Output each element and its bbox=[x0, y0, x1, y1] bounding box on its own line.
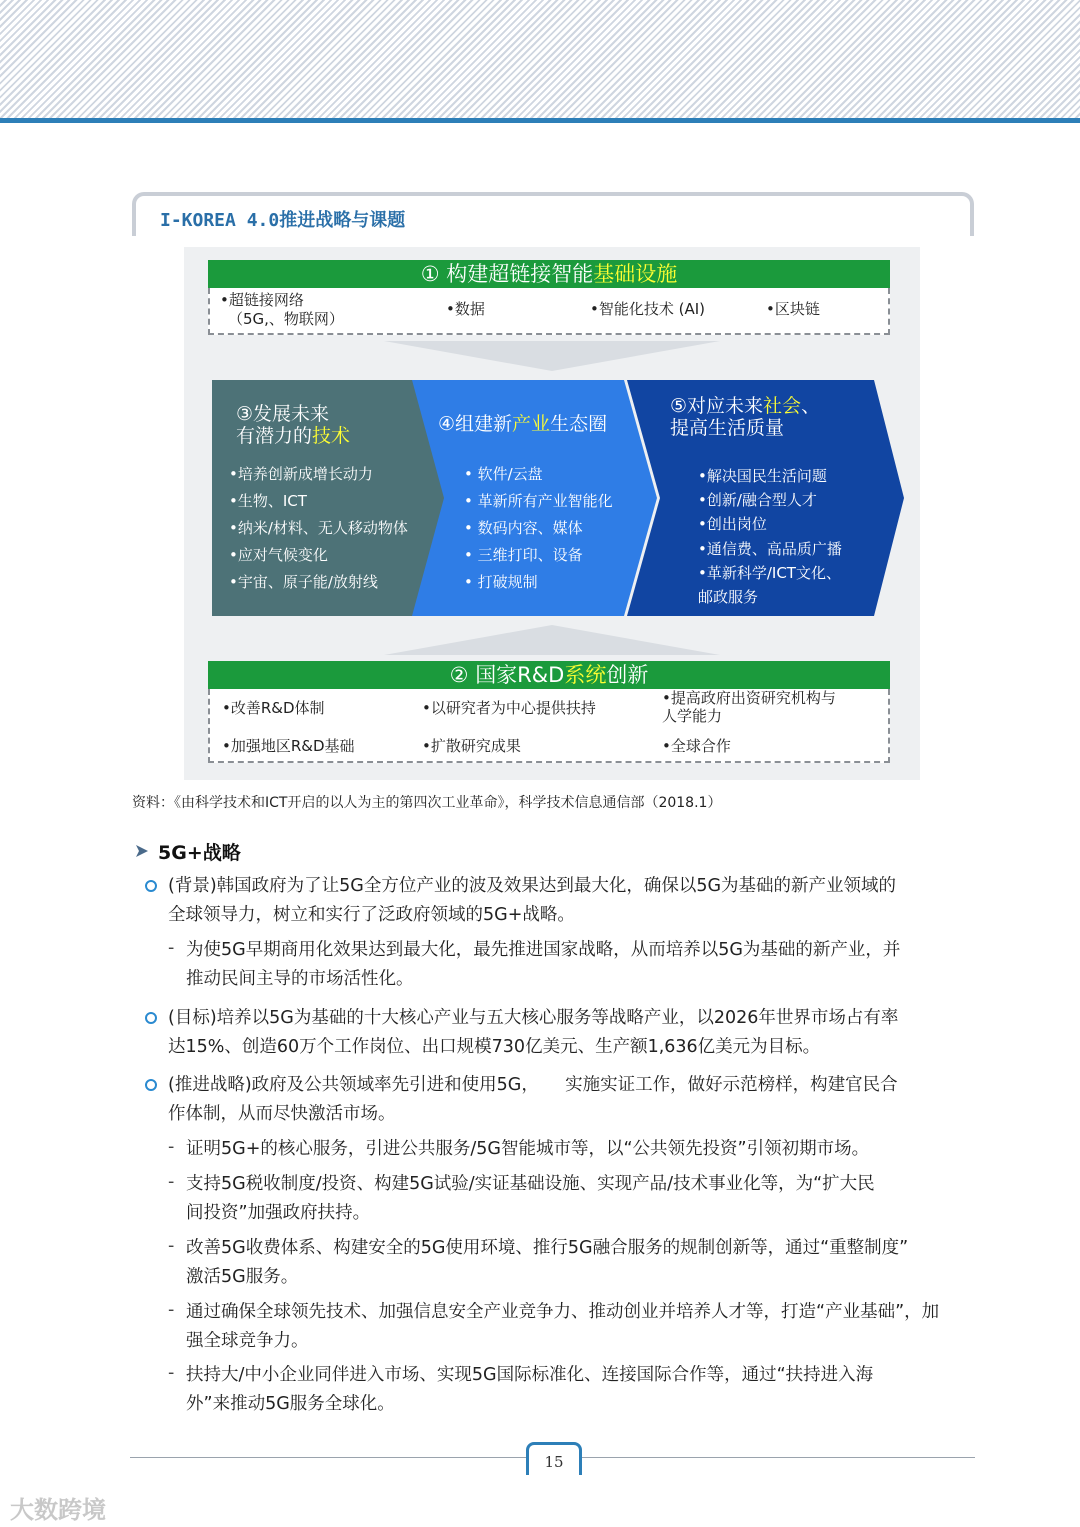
chevron4-item: • 打破规制 bbox=[464, 573, 538, 591]
paragraph-line: 为使5G早期商用化效果达到最大化，最先推进国家战略，从而培养以5G为基础的新产业，并 bbox=[186, 940, 901, 960]
page-number: 15 bbox=[526, 1442, 582, 1475]
paragraph-sub bbox=[186, 936, 976, 994]
chevron5-title-text: 、 bbox=[801, 395, 821, 417]
paragraph-background bbox=[168, 872, 978, 930]
chevron5-item: 邮政服务 bbox=[698, 588, 759, 606]
paragraph-line: 通过确保全球领先技术、加强信息安全产业竞争力、推动创业并培养人才等，打造“产业基础”，加 bbox=[186, 1302, 940, 1322]
paragraph-line: 强全球竞争力。 bbox=[186, 1331, 309, 1351]
heading-arrow-icon bbox=[134, 843, 150, 859]
dash-marker: - bbox=[168, 1172, 175, 1192]
section-title: I-KOREA 4.0推进战略与课题 bbox=[160, 210, 406, 231]
paragraph-line: 推动民间主导的市场活性化。 bbox=[186, 969, 414, 989]
bullet-icon bbox=[145, 1079, 157, 1091]
chevron4-item: • 革新所有产业智能化 bbox=[464, 492, 613, 510]
chevron4-title-text: ④组建新 bbox=[438, 413, 513, 435]
paragraph-line: 改善5G收费体系、构建安全的5G使用环境、推行5G融合服务的规制创新等，通过“重整制度” bbox=[186, 1238, 909, 1258]
chevron5-item: •解决国民生活问题 bbox=[698, 467, 827, 485]
bottom-bar bbox=[208, 661, 890, 689]
chevron4-title-highlight: 产业 bbox=[512, 413, 551, 435]
bottom-item: •提高政府出资研究机构与 bbox=[662, 689, 836, 707]
header-pattern bbox=[0, 0, 1080, 118]
top-item: •智能化技术 (AI) bbox=[590, 300, 706, 318]
bottom-item: •改善R&D体制 bbox=[222, 699, 325, 717]
dash-marker: - bbox=[168, 1300, 175, 1320]
chevron5-title-text: ⑤对应未来 bbox=[670, 395, 764, 417]
paragraph-line: 激活5G服务。 bbox=[186, 1267, 299, 1287]
chevron5-title-line1 bbox=[670, 395, 820, 417]
chevron3-item: •宇宙、原子能/放射线 bbox=[229, 573, 378, 591]
top-item: •超链接网络 bbox=[220, 291, 304, 309]
chevron3-title-text: 有潜力的 bbox=[236, 425, 313, 447]
paragraph-line: 间投资”加强政府扶持。 bbox=[186, 1203, 371, 1223]
top-items-box bbox=[208, 288, 890, 335]
bottom-item: •扩散研究成果 bbox=[422, 737, 521, 755]
paragraph-line: 全球领导力，树立和实行了泛政府领域的5G+战略。 bbox=[168, 905, 575, 925]
chevron5-title-highlight: 社会 bbox=[763, 395, 802, 417]
paragraph-line: 作体制，从而尽快激活市场。 bbox=[168, 1104, 396, 1124]
top-item: •区块链 bbox=[766, 300, 820, 318]
bottom-items-box bbox=[208, 689, 890, 763]
header-divider bbox=[0, 118, 1080, 123]
chevron3-item: •纳米/材料、无人移动物体 bbox=[229, 519, 408, 537]
chevron3-item: •应对气候变化 bbox=[229, 546, 328, 564]
chevron5-item: •创新/融合型人才 bbox=[698, 491, 817, 509]
paragraph-sub bbox=[186, 1135, 976, 1164]
chevron3-title-highlight: 技术 bbox=[312, 425, 351, 447]
bullet-icon bbox=[145, 1012, 157, 1024]
chevron3-title-line2 bbox=[236, 425, 350, 447]
chevron4-item: • 软件/云盘 bbox=[464, 465, 543, 483]
paragraph-sub bbox=[186, 1234, 976, 1292]
paragraph-line: (推进战略)政府及公共领域率先引进和使用5G， 实施实证工作，做好示范榜样，构建官民合 bbox=[168, 1075, 898, 1095]
bottom-bar-num: ② bbox=[449, 663, 469, 687]
chevron5-title-line2: 提高生活质量 bbox=[670, 417, 785, 439]
chevron5-item: •革新科学/ICT文化、 bbox=[698, 564, 841, 582]
paragraph-line: 支持5G税收制度/投资、构建5G试验/实证基础设施、实现产品/技术事业化等，为“扩大民 bbox=[186, 1174, 875, 1194]
bottom-item: •以研究者为中心提供扶持 bbox=[422, 699, 596, 717]
bottom-bar-text: 国家R&D bbox=[475, 663, 565, 687]
dash-marker: - bbox=[168, 1137, 175, 1157]
section-heading: 5G+战略 bbox=[158, 842, 241, 864]
connector-arrow-top bbox=[384, 339, 720, 373]
chevron4-title bbox=[438, 413, 607, 435]
top-bar bbox=[208, 260, 890, 288]
paragraph-line: (背景)韩国政府为了让5G全方位产业的波及效果达到最大化，确保以5G为基础的新产业领域的 bbox=[168, 876, 897, 896]
chevron5-item: •创出岗位 bbox=[698, 515, 767, 533]
chevron4-item: • 三维打印、设备 bbox=[464, 546, 583, 564]
paragraph-goal bbox=[168, 1004, 978, 1062]
bullet-icon bbox=[145, 880, 157, 892]
top-bar-highlight: 基础设施 bbox=[593, 262, 678, 286]
paragraph-sub bbox=[186, 1298, 976, 1356]
paragraph-strategy bbox=[168, 1071, 978, 1129]
dash-marker: - bbox=[168, 1363, 175, 1383]
chevron3-item: •生物、ICT bbox=[229, 492, 307, 510]
top-item: （5G,、物联网） bbox=[228, 310, 344, 328]
chevron3-title-line1: ③发展未来 bbox=[236, 403, 330, 425]
bottom-item: •加强地区R&D基础 bbox=[222, 737, 355, 755]
bottom-item: •全球合作 bbox=[662, 737, 731, 755]
chevron4-title-text: 生态圈 bbox=[550, 413, 608, 435]
top-item: •数据 bbox=[446, 300, 485, 318]
dash-marker: - bbox=[168, 938, 175, 958]
top-bar-text: 构建超链接智能 bbox=[446, 262, 594, 286]
paragraph-line: (目标)培养以5G为基础的十大核心产业与五大核心服务等战略产业，以2026年世界市场占有率 bbox=[168, 1008, 899, 1028]
connector-arrow-bottom bbox=[384, 623, 720, 657]
bottom-bar-text: 创新 bbox=[606, 663, 649, 687]
chevron5-item: •通信费、高品质广播 bbox=[698, 540, 842, 558]
watermark: 大数跨境 bbox=[10, 1496, 106, 1524]
dash-marker: - bbox=[168, 1236, 175, 1256]
paragraph-line: 外”来推动5G服务全球化。 bbox=[186, 1394, 395, 1414]
strategy-diagram bbox=[184, 247, 920, 780]
chevron4-item: • 数码内容、媒体 bbox=[464, 519, 583, 537]
paragraph-line: 达15%、创造60万个工作岗位、出口规模730亿美元、生产额1,636亿美元为目标。 bbox=[168, 1037, 821, 1057]
paragraph-sub bbox=[186, 1170, 976, 1228]
paragraph-sub bbox=[186, 1361, 976, 1419]
bottom-item: 人学能力 bbox=[662, 707, 723, 725]
bottom-bar-highlight: 系统 bbox=[564, 663, 607, 687]
top-bar-num: ① bbox=[420, 262, 440, 286]
paragraph-line: 证明5G+的核心服务，引进公共服务/5G智能城市等，以“公共领先投资”引领初期市场。 bbox=[186, 1139, 870, 1159]
chevron3-item: •培养创新成增长动力 bbox=[229, 465, 373, 483]
paragraph-line: 扶持大/中小企业同伴进入市场、实现5G国际标准化、连接国际合作等，通过“扶持进入海 bbox=[186, 1365, 874, 1385]
source-note: 资料：《由科学技术和ICT开启的以人为主的第四次工业革命》，科学技术信息通信部（2018.1） bbox=[132, 795, 722, 811]
